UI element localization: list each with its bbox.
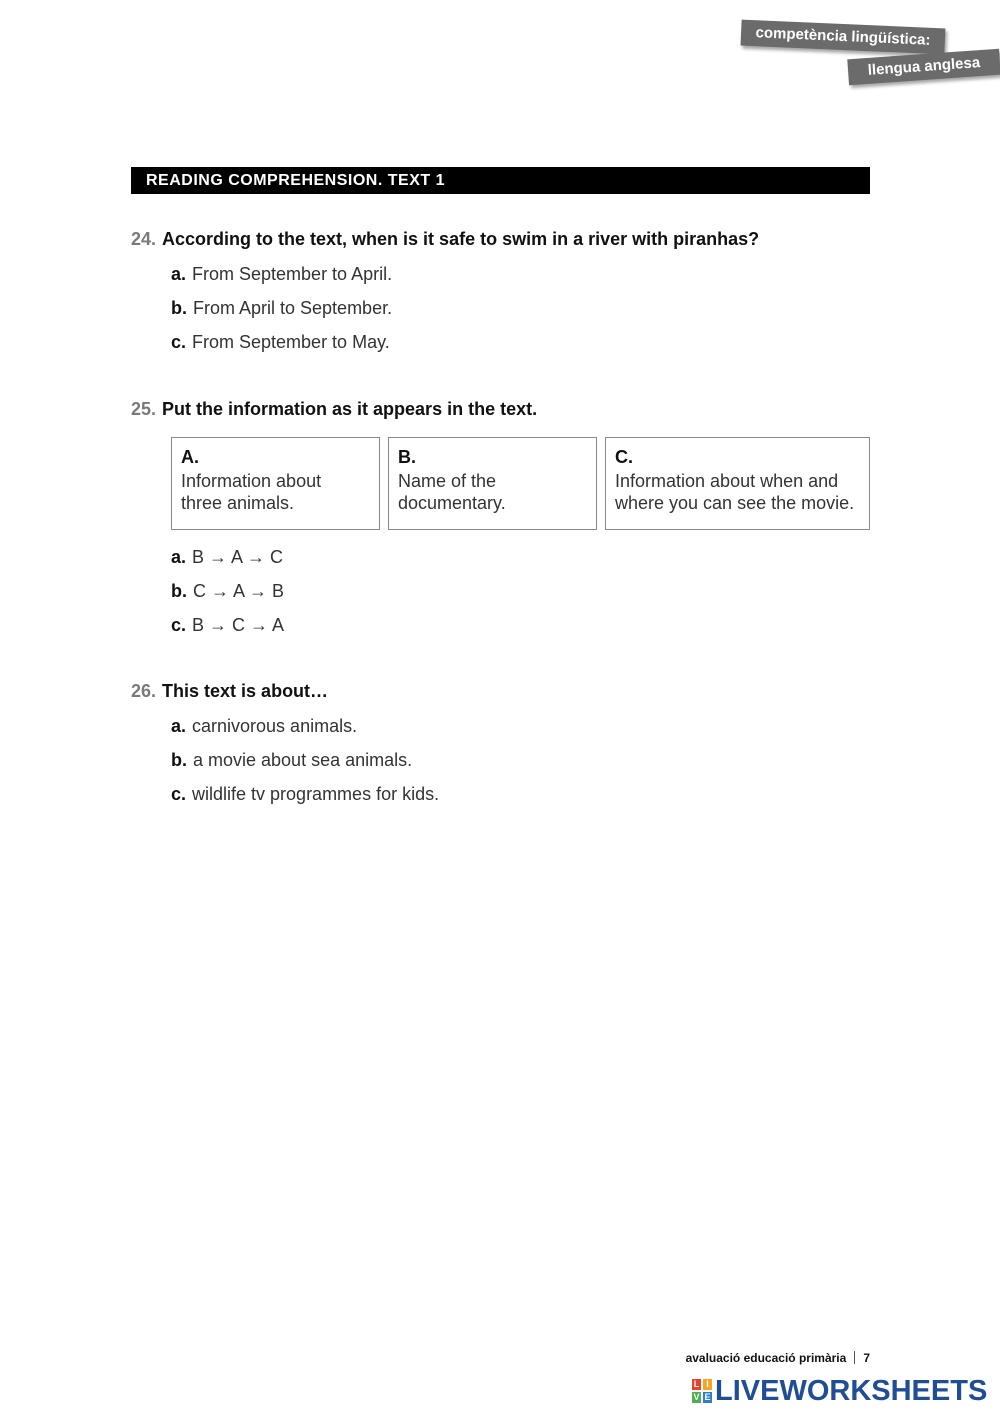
info-box-c	[605, 437, 870, 530]
question-heading	[131, 397, 891, 421]
info-box-a	[171, 437, 380, 530]
question-text: According to the text, when is it safe to swim in a river with piranhas?	[162, 229, 760, 249]
box-letter: B.	[398, 447, 416, 467]
live-block: L	[693, 1379, 700, 1389]
question-25	[131, 397, 891, 648]
box-letter: A.	[181, 447, 199, 467]
option-letter: b.	[171, 581, 187, 601]
answer-option-c[interactable]	[171, 331, 891, 365]
question-26	[131, 679, 891, 817]
option-text: From September to April.	[192, 264, 393, 284]
question-number: 25.	[131, 399, 157, 419]
live-block: E	[704, 1392, 711, 1402]
answer-options	[171, 546, 891, 648]
option-letter: b.	[171, 298, 187, 318]
question-text: Put the information as it appears in the text.	[162, 399, 538, 419]
option-letter: c.	[171, 615, 187, 635]
box-text-line: Name of the	[398, 471, 497, 491]
option-letter: c.	[171, 332, 187, 352]
subject-tag-language: llengua anglesa	[847, 49, 1000, 86]
info-box-b	[388, 437, 597, 530]
box-text-line: three animals.	[181, 493, 295, 513]
option-letter: b.	[171, 750, 187, 770]
page-number: 7	[863, 1351, 870, 1365]
subject-tag-competence: competència lingüística:	[741, 20, 946, 55]
footer-label: avaluació educació primària	[685, 1351, 847, 1365]
footer-divider	[854, 1351, 855, 1364]
liveworksheets-logo[interactable]	[692, 1376, 987, 1406]
option-text: C → A → B	[193, 581, 285, 601]
question-heading	[131, 227, 891, 251]
box-letter: C.	[615, 447, 633, 467]
answer-option-c[interactable]	[171, 614, 891, 648]
option-text: B → A → C	[192, 547, 284, 567]
option-text: From September to May.	[192, 332, 390, 352]
answer-option-b[interactable]	[171, 297, 891, 331]
box-text-line: where you can see the movie.	[615, 493, 855, 513]
question-number: 26.	[131, 681, 157, 701]
question-heading	[131, 679, 891, 703]
answer-options	[171, 715, 891, 817]
question-number: 24.	[131, 229, 157, 249]
live-block: I	[703, 1379, 712, 1390]
option-text: a movie about sea animals.	[193, 750, 413, 770]
option-text: From April to September.	[193, 298, 393, 318]
section-title: READING COMPREHENSION. TEXT 1	[131, 167, 870, 194]
question-24	[131, 227, 891, 365]
answer-option-a[interactable]	[171, 546, 891, 580]
info-boxes	[171, 437, 891, 531]
page-footer	[686, 1351, 870, 1365]
answer-option-b[interactable]	[171, 580, 891, 614]
answer-option-a[interactable]	[171, 715, 891, 749]
option-letter: c.	[171, 784, 187, 804]
option-text: B → C → A	[192, 615, 285, 635]
question-text: This text is about…	[162, 681, 329, 701]
answer-options	[171, 263, 891, 365]
option-text: carnivorous animals.	[192, 716, 358, 736]
answer-option-a[interactable]	[171, 263, 891, 297]
option-letter: a.	[171, 264, 187, 284]
box-text-line: documentary.	[398, 493, 506, 513]
option-letter: a.	[171, 547, 187, 567]
live-block: V	[693, 1392, 700, 1402]
brand-name: LIVEWORKSHEETS	[715, 1375, 988, 1407]
live-blocks-icon	[692, 1379, 712, 1403]
option-letter: a.	[171, 716, 187, 736]
box-text-line: Information about	[181, 471, 322, 491]
box-text-line: Information about when and	[615, 471, 839, 491]
option-text: wildlife tv programmes for kids.	[192, 784, 440, 804]
answer-option-c[interactable]	[171, 783, 891, 817]
answer-option-b[interactable]	[171, 749, 891, 783]
